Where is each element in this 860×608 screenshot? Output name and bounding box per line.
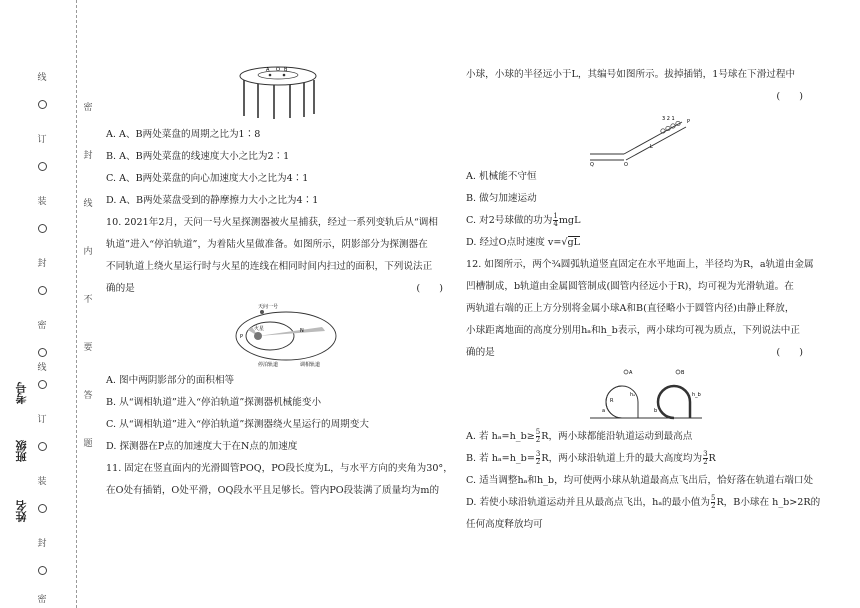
q11-option-b: B. 做匀加速运动 — [466, 193, 537, 204]
margin-seal-char: 线 — [37, 73, 47, 83]
q12-stem-4: 小球距离地面的高度分别用hₐ和h_b表示，两小球均可视为质点，下列说法中正 — [466, 325, 800, 336]
q12-stem-3: 两轨道右端的正上方分别将金属小球A和B(直径略小于圆管内径)由静止释放， — [466, 303, 795, 314]
fig4-a-ball: A — [629, 370, 633, 376]
binding-hole-icon — [38, 442, 47, 451]
binding-hole-icon — [38, 380, 47, 389]
margin-seal-char: 订 — [37, 135, 47, 145]
q10-stem-1: 10. 2021年2月，天问一号火星探测器被火星捕获，经过一系列变轨后从“调相 — [106, 217, 438, 228]
fig1-label-a: A — [266, 67, 270, 73]
margin-outer-char: 密 — [83, 103, 93, 113]
binding-hole-icon — [38, 504, 47, 513]
fig3-nums: 3 2 1 — [662, 116, 675, 122]
binding-margin — [0, 0, 100, 608]
margin-outer-char: 答 — [83, 391, 93, 401]
rotating-table-figure — [228, 62, 328, 120]
q10-option-c: C. 从“调相轨道”进入“停泊轨道”探测器绕火星运行的周期变大 — [106, 419, 369, 430]
margin-outer-char: 不 — [83, 295, 93, 305]
margin-seal-char: 订 — [37, 415, 47, 425]
margin-seal-char: 装 — [37, 197, 47, 207]
q12-option-c: C. 适当调整hₐ和h_b，均可使两小球从轨道最高点飞出后，恰好落在轨道右端口处 — [466, 475, 814, 486]
q10-option-a: A. 图中两阴影部分的面积相等 — [106, 375, 235, 386]
q11-answer-paren: ( ) — [776, 91, 803, 102]
frac-quarter: $\frac{1}{4}$ — [553, 212, 558, 228]
q10-stem-4: 确的是 — [106, 283, 135, 294]
q12-stem-5: 确的是 — [466, 347, 495, 358]
outer-cut-line — [76, 0, 77, 608]
arc-track-figure — [590, 368, 702, 422]
mars-orbit-figure — [230, 300, 340, 370]
binding-hole-icon — [38, 348, 47, 357]
margin-seal-char: 装 — [37, 477, 47, 487]
fig4-b-ball: B — [681, 370, 685, 376]
fig4-ha: hₐ — [630, 392, 636, 398]
q11-option-c: C. 对2号球做的功为 $\frac{1}{4}$ mgL — [466, 212, 581, 228]
margin-seal-char: 密 — [37, 595, 47, 605]
margin-seal-char: 密 — [37, 321, 47, 331]
fig3-q: Q — [590, 162, 594, 168]
fig1-label-b: B — [284, 67, 288, 73]
q11-stem-2: 在O处有插销，O处平滑，OQ段水平且足够长。管内PO段装满了质量均为m的 — [106, 485, 440, 496]
q12-option-b: B. 若 hₐ=h_b= $\frac{3}{2}$ R，两小球沿轨道上升的最大高度均为 $\frac{3}{2}$ R — [466, 450, 716, 466]
q9-option-b: B. A、B两处菜盘的线速度大小之比为2∶1 — [106, 151, 290, 162]
q10-answer-paren: ( ) — [416, 283, 443, 294]
margin-seal-char: 封 — [37, 259, 47, 269]
fig2-tianwen: 天问一号 — [258, 304, 279, 310]
q9-option-d: D. A、B两处菜盘受到的静摩擦力大小之比为4∶1 — [106, 195, 319, 206]
q12-option-d: D. 若使小球沿轨道运动并且从最高点飞出，hₐ的最小值为 $\frac{5}{2}$ R，B小球在 h_b>2R的 — [466, 494, 821, 510]
margin-seal-char: 线 — [37, 363, 47, 373]
margin-outer-char: 要 — [83, 343, 93, 353]
fig2-phasing: 调相轨道 — [300, 362, 321, 368]
q10-stem-2: 轨道”进入“停泊轨道”，为着陆火星做准备。如图所示，阴影部分为探测器在 — [106, 239, 428, 250]
binding-hole-icon — [38, 286, 47, 295]
q11-option-d: D. 经过O点时速度 v=√gL — [466, 237, 581, 248]
margin-outer-char: 题 — [83, 439, 93, 449]
margin-seal-char: 封 — [37, 539, 47, 549]
q9-option-a: A. A、B两处菜盘的周期之比为1∶8 — [106, 129, 261, 140]
margin-outer-char: 内 — [83, 247, 93, 257]
exam-no-label: 考号 — [15, 382, 28, 404]
fig2-parking: 停泊轨道 — [258, 362, 279, 368]
fig1-label-o: O — [276, 67, 280, 73]
binding-hole-icon — [38, 566, 47, 575]
q12-answer-paren: ( ) — [776, 347, 803, 358]
fig2-n: N — [300, 328, 304, 334]
q11-stem-3: 小球，小球的半径远小于L，其编号如图所示。拔掉插销，1号球在下滑过程中 — [466, 69, 796, 80]
q12-option-d-cont: 任何高度释放均可 — [466, 519, 543, 530]
binding-hole-icon — [38, 162, 47, 171]
fig4-b: b — [654, 408, 658, 414]
sqrt-sign: √ — [561, 237, 568, 248]
binding-hole-icon — [38, 224, 47, 233]
fig4-a: a — [602, 408, 606, 414]
fig4-hb: h_b — [692, 392, 701, 398]
class-label: 班级 — [15, 440, 28, 462]
q12-option-a: A. 若 hₐ=h_b≥ $\frac{5}{2}$ R，两小球都能沿轨道运动到最高点 — [466, 428, 693, 444]
q9-option-c: C. A、B两处菜盘的向心加速度大小之比为4∶1 — [106, 173, 309, 184]
q10-option-b: B. 从“调相轨道”进入“停泊轨道”探测器机械能变小 — [106, 397, 322, 408]
name-label: 姓名 — [15, 500, 28, 522]
fig3-l: L — [650, 144, 653, 150]
fig4-r: R — [610, 398, 614, 404]
fig3-p: P — [687, 119, 691, 125]
q11-stem-1: 11. 固定在竖直面内的光滑圆管POQ，PO段长度为L，与水平方向的夹角为30°， — [106, 463, 453, 474]
margin-outer-char: 封 — [83, 151, 93, 161]
margin-outer-char: 线 — [83, 199, 93, 209]
q10-stem-3: 不同轨道上绕火星运行时与火星的连线在相同时间内扫过的面积，下列说法正 — [106, 261, 433, 272]
q12-stem-2: 凹槽制成，b轨道由金属圆管制成(圆管内径远小于R)，均可视为光滑轨道。在 — [466, 281, 794, 292]
q11-option-a: A. 机械能不守恒 — [466, 171, 537, 182]
fig2-mars: 火星 — [254, 326, 265, 332]
binding-hole-icon — [38, 100, 47, 109]
q12-stem-1: 12. 如图所示，两个¾圆弧轨道竖直固定在水平地面上，半径均为R，a轨道由金属 — [466, 259, 814, 270]
fig2-p: P — [240, 334, 244, 340]
q10-option-d: D. 探测器在P点的加速度大于在N点的加速度 — [106, 441, 298, 452]
fig3-o: O — [624, 162, 628, 168]
inclined-tube-figure — [588, 110, 698, 168]
